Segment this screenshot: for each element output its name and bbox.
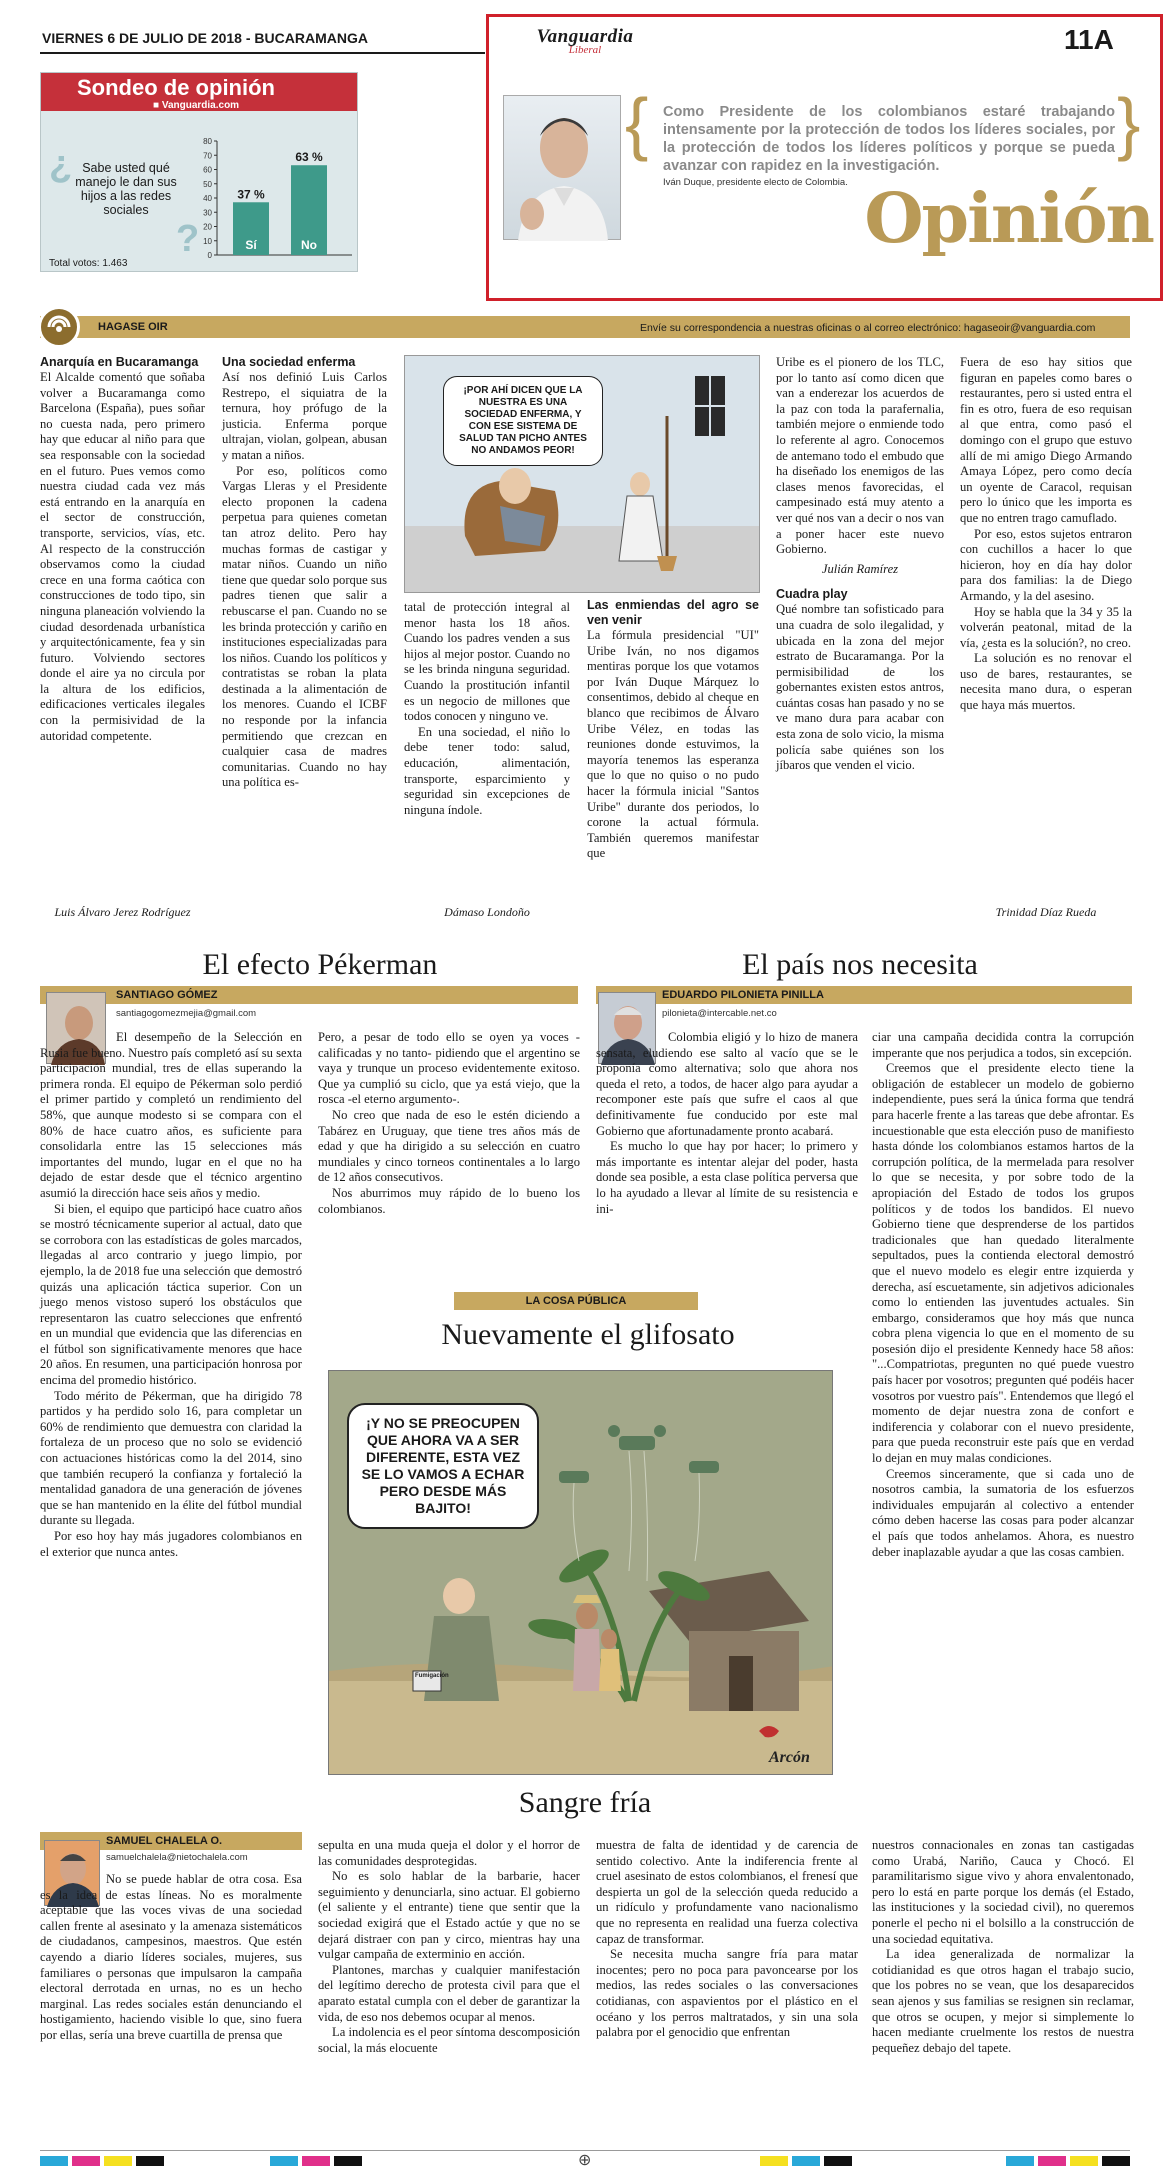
question-mark-icon-2: ? — [176, 218, 200, 260]
pekerman-column-1 — [40, 1030, 302, 1560]
left-brace-icon: { — [625, 84, 649, 162]
poll-title: Sondeo de opinión — [77, 75, 275, 100]
registration-black — [136, 2156, 164, 2166]
pais-column-2 — [872, 1030, 1134, 1560]
y-tick-label: 20 — [203, 222, 212, 232]
letter-paragraph: Fuera de eso hay sitios que figuran en papeles como bares o restaurantes, pero si usted entra el fin es otro, fuera de eso requisan al que entra, como pasó el domingo con el grupo que estuvo allí de mi amigo Diego Armando Amaya López, pero como decía un oyente de Caracol, requisan pero lo único que les importa es que no entren trago camuflado. — [960, 355, 1132, 525]
ear-icon — [41, 309, 77, 345]
author-email: pilonieta@intercable.net.co — [662, 1008, 777, 1019]
brand-name: Vanguardia — [536, 26, 634, 47]
bar-value-label: 63 % — [295, 150, 323, 165]
article-title-sangre-fria: Sangre fría — [518, 1786, 652, 1819]
hagase-oir-label: HAGASE OIR — [98, 321, 168, 333]
y-tick-label: 40 — [203, 194, 212, 203]
registration-cyan — [270, 2156, 298, 2166]
sangre-column-3 — [596, 1838, 858, 2041]
letter-sociedad-enferma — [222, 355, 387, 791]
registration-cyan — [1006, 2156, 1034, 2166]
article-paragraph: Por eso hoy hay más jugadores colombianos en el exterior que nunca antes. — [40, 1529, 302, 1559]
letter-paragraph: Uribe es el pionero de los TLC, por lo tanto así como dicen que van a enderezar los acuerdos de la paz con toda la parafernalia, también mejore o enmiende todo lo referente al agro. Conocemos de antemano todo el embudo que ha diseñado los enemigos de las clases menos favorecidas, el campesinado está muy atento a ver qué nos van a decir o nos van a poner hacer este nuevo Gobierno. — [776, 355, 944, 557]
registration-black — [1102, 2156, 1130, 2166]
article-paragraph: Se necesita mucha sangre fría para matar inocentes; pero no poca para pavoncearse por los medios, las redes sociales o las conversaciones cotidianas, con aspavientos por el plástico en el océano y los perros maltratados, y sin una sola palabra por el genocidio que enfrentan — [596, 1947, 858, 2040]
bar-category-label: No — [301, 238, 317, 252]
article-paragraph: El desempeño de la Selección en Rusia fue bueno. Nuestro país completó así su sexta participación mundial, tres de ellas superando la primera ronda. El equipo de Pékerman solo perdió el primer partido y completó un rendimiento del 58%, que aunque modesto si se compara con el 80% de hace cuatro años, es suficiente para consolidarla entre las 15 selecciones más importantes del mundo, lugar en el que no ha dejado de estar desde que el técnico argentino asumió la dirección hace seis años y medio. — [40, 1030, 302, 1200]
letter-signature: Dámaso Londoño — [444, 905, 530, 919]
y-tick-label: 50 — [203, 179, 212, 189]
pais-column-1 — [596, 1030, 858, 1217]
letter-paragraph: En una sociedad, el niño lo debe tener todo: salud, educación, alimentación, transporte, esparcimiento y seguridad sin excepciones de ninguna índole. — [404, 724, 570, 817]
letter-heading: Una sociedad enferma — [222, 355, 356, 369]
bar-value-label: 37 % — [237, 187, 265, 202]
letter-signature: Trinidad Díaz Rueda — [995, 905, 1097, 919]
registration-black — [824, 2156, 852, 2166]
poll-total-votes: Total votos: 1.463 — [49, 258, 128, 269]
letter-heading: Las enmiendas del agro se ven venir — [587, 598, 759, 627]
letter-paragraph: Por eso, estos sujetos entraron con cuchillos a hacer lo que hicieron, hoy en día hay dolor para dos familias: la de Diego Armando, y la del asesino. — [960, 526, 1132, 603]
article-paragraph: ciar una campaña decidida contra la corrupción imperante que nos perjudica a todos, sin excepción. — [872, 1030, 1134, 1060]
cartoon-speech-bubble: ¡Y NO SE PREOCUPEN QUE AHORA VA A SER DIFERENTE, ESTA VEZ SE LO VAMOS A ECHAR PERO DESDE MÁS BAJITO! — [347, 1403, 539, 1529]
article-paragraph: La idea generalizada de normalizar la cotidianidad es que otros hagan el trabajo sucio, que los pobres no se vean, que los desaparecidos sean ajenos y sus familias se resignen sin reclamar, que otros se ocupen, y mejor si simplemente lo hacen mediante cruelmente los restos de nuestra pequeñez debajo del tapete. — [872, 1947, 1134, 2055]
question-mark-icon: ¿ — [49, 143, 73, 185]
cartoon-sociedad-enferma — [404, 355, 760, 593]
sangre-column-1 — [40, 1872, 302, 2044]
letter-paragraph: tatal de protección integral al menor hasta los 18 años. Cuando los padres venden a sus hijos al mejor postor. Cuando no se les brinda ninguna seguridad. Cuando la prostitución infantil es un negocio de millones que todos conocen y ninguno ve. — [404, 600, 570, 724]
registration-crosshair-icon: ⊕ — [578, 2152, 592, 2169]
letter-cuadra-play-cont — [960, 355, 1132, 714]
article-paragraph: Todo mérito de Pékerman, que ha dirigido 78 partidos y ha perdido solo 16, para completar un 60% de rendimiento que demuestra con claridad la fortaleza de un proceso que no solo se evidenció con actuaciones históricas como la del 2014, sino que también recuperó la confianza y fortaleció la mentalidad ganadora de una generación de jóvenes que se han mantenido en la élite del fútbol mundial durante su llegada. — [40, 1388, 302, 1528]
y-tick-label: 60 — [203, 165, 212, 175]
letter-signature: Julián Ramírez — [821, 561, 899, 576]
hagase-oir-icon — [38, 306, 80, 348]
pekerman-column-2 — [318, 1030, 580, 1217]
sangre-column-4 — [872, 1838, 1134, 2056]
registration-yellow — [1070, 2156, 1098, 2166]
article-title-pais: El país nos necesita — [742, 948, 978, 981]
letter-heading: Anarquía en Bucaramanga — [40, 355, 199, 369]
y-tick-label: 30 — [203, 208, 212, 218]
author-name: SAMUEL CHALELA O. — [106, 1835, 223, 1847]
article-paragraph: Nos aburrimos muy rápido de lo bueno los colombianos. — [318, 1185, 580, 1216]
letter-paragraph: Qué nombre tan sofisticado para una cuadra de solo ilegalidad, y ubicada en la zona del mejor estrato de Bucaramanga. Por la permisibilidad de los gobernantes existen estos antros, cuántas cosas han pasado y no se ve mano dura para acabar con esta zona de solo vicio, la misma policía sabe quiénes son los jíbaros que venden el vicio. — [776, 602, 944, 773]
bar-category-label: Sí — [245, 238, 257, 252]
quote-text: Como Presidente de los colombianos estaré trabajando intensamente por la protección de todos los líderes sociales, por la protección de todos los líderes políticos y porque se pueda avanzar con rapidez en la investigación. — [663, 104, 1115, 174]
quote-attribution: Iván Duque, presidente electo de Colombia. — [663, 177, 848, 188]
registration-yellow — [104, 2156, 132, 2166]
registration-magenta — [1038, 2156, 1066, 2166]
registration-cyan — [792, 2156, 820, 2166]
letter-paragraph: El Alcalde comentó que soñaba volver a Bucaramanga como Barcelona (España), pues soñar no cuesta nada, pero primero hay que educar al niño para que sea responsable con la sociedad en el futuro. Pues vemos como nuestra ciudad cada vez más está entrando en la anarquía en el sector de construcción, transporte, servicios, vías, etc. Al respecto de la construcción observamos como la ciudad crece en una forma caótica con construcciones de todo tipo, sin ninguna planeación volviendo la ciudad desordenada urbanística y arquitectónicamente, fea y sin futuro. Volviendo sectores donde el aire ya no circula por la altura de los edificios, edificaciones verticales ilegales con la permisividad de la autoridad competente. — [40, 370, 205, 743]
poll-panel — [40, 72, 358, 272]
dateline: VIERNES 6 DE JULIO DE 2018 - BUCARAMANGA — [42, 30, 368, 46]
sangre-column-2 — [318, 1838, 580, 2056]
registration-cyan — [40, 2156, 68, 2166]
article-paragraph: Es mucho lo que hay por hacer; lo primero y más importante es intentar alejar del poder, hasta donde sea posible, a esta clase política perversa que lo ha ayudado a llevar al límite de su resistencia e ini- — [596, 1139, 858, 1216]
registration-yellow — [760, 2156, 788, 2166]
y-tick-label: 0 — [207, 251, 212, 260]
cartoon-artist-signature: Arcón — [769, 1749, 810, 1766]
article-paragraph: muestra de falta de identidad y de carencia de sentido colectivo. Ante la indiferencia frente al cruel asesinato de estos colombianos, el frenesí que despierta un gol de la selección queda reducido a un ridículo y profundamente vano nacionalismo que no representa en realidad una fuerza colectiva capaz de transformar. — [596, 1838, 858, 1946]
poll-source: ■ Vanguardia.com — [153, 100, 240, 111]
article-paragraph: sepulta en una muda queja el dolor y el horror de las comunidades desprotegidas. — [318, 1838, 580, 1868]
cartoon-title: Nuevamente el glifosato — [441, 1318, 735, 1351]
y-tick-label: 10 — [203, 236, 212, 246]
article-paragraph: nuestros connacionales en zonas tan castigadas como Urabá, Nariño, Cauca y Chocó. El paramilitarismo sigue vivo y ahora envalentonado, pero lo está en parte porque los demás (el Estado, las instituciones y la sociedad civil), no queremos ponerle el pecho ni el bolsillo a la construcción de una sociedad equitativa. — [872, 1838, 1134, 1946]
article-title-pekerman: El efecto Pékerman — [202, 948, 438, 981]
article-paragraph: Pero, a pesar de todo ello se oyen ya voces -calificadas y no tanto- pidiendo que el argentino se vaya y trunque un proceso evidentemente exitoso. Que ya cumplió su ciclo, que ya está viejo, que la rosca -el eterno argumento-. — [318, 1030, 580, 1107]
author-name: EDUARDO PILONIETA PINILLA — [662, 989, 824, 1001]
letter-paragraph: La fórmula presidencial "UI" Uribe Iván, no nos digamos mentiras porque los que votamos por Iván Duque Márquez lo consentimos, debido al cheque en blanco que recibimos de Álvaro Uribe Vélez, en todas las reuniones donde estuvimos, la mayoría tenemos las esperanza que lo que no quiso o no pudo hacer la fórmula inicial "Santos Uribe" durante dos periodos, lo corone la actual fórmula. También queremos manifestar que — [587, 628, 759, 861]
poll-question: Sabe usted qué manejo le dan sus hijos a las redes sociales — [75, 161, 177, 217]
poll-title-bar — [41, 73, 357, 111]
portrait-icon — [504, 96, 622, 241]
letter-agro-cuadra-play — [776, 355, 944, 774]
author-email: samuelchalela@nietochalela.com — [106, 1852, 248, 1863]
letter-enmiendas-agro — [587, 598, 759, 862]
poll-bar-chart — [191, 133, 356, 268]
cartoon-speech-bubble: ¡POR AHÍ DICEN QUE LA NUESTRA ES UNA SOCIEDAD ENFERMA, Y CON ESE SISTEMA DE SALUD TAN PICHO ANTES NO ANDAMOS PEOR! — [443, 376, 603, 466]
letter-paragraph: Así nos definió Luis Carlos Restrepo, el siquiatra de la ternura, hoy prófugo de la justicia. Enferma porque ultrajan, violan, golpean, abusan y matan a niños. — [222, 370, 387, 462]
registration-black — [334, 2156, 362, 2166]
article-paragraph: No se puede hablar de otra cosa. Esa es la idea de estas líneas. No es moralmente aceptable que las voces vivas de una sociedad callen frente al asesinato y la amenaza sistemáticos de ciudadanos, campesinos, maestros. Que estén cayendo a diario líderes sociales, mujeres, sus familiares o personas que impulsaron la campaña electoral derrotada en urnas, no es un hecho marginal. Las redes sociales están denunciando el hostigamiento, haciendo visible lo que, sino fuera por ellas, sería una breve cuartilla de prensa que — [40, 1872, 302, 2042]
letter-sociedad-enferma-cont — [404, 600, 570, 818]
cosa-publica-label: LA COSA PÚBLICA — [525, 1295, 627, 1307]
letter-paragraph: Hoy se habla que la 34 y 35 la volverán peatonal, mitad de la vía, ¿esta es la solución?, no creo. — [960, 604, 1132, 650]
article-paragraph: Creemos que el presidente electo tiene la obligación de establecer un modelo de gobierno independiente, pues será la única forma que tendrá para hacerle frente a las tareas que debe afrontar. Es incuestionable que esta elección puso de manifiesto hasta dónde los colombianos estamos hartos de la corrupción política, de la mermelada para resolver lo que se necesita, y por sobre todo de la apropiación del Estado de todos los grupos políticos y de todos los bandidos. El nuevo Gobierno tiene que desprenderse de los partidos tradicionales que han quedado literalmente sepultados, pues la contienda electoral demostró que el nuevo modelo es elegir entre izquierda y derecha, así escuetamente, sin adjetivos adicionales como lo entienden las juventudes actuales. Sin embargo, consideramos que hoy más que nunca cobra plena vigencia lo que en el momento de su posesión dijo el presidente Kennedy hace 58 años: "...Compatriotas, pregunten no qué puede vuestro país hacer por vosotros; pregunten qué podéis hacer vosotros por vuestro país". Entendemos que llegó el momento de dejar nuestra zona de confort e indiferencia y colaborar con el nuevo presidente, para que pueda reconstruir este país que en verdad lo dejan en muy malas condiciones. — [872, 1061, 1134, 1466]
registration-magenta — [72, 2156, 100, 2166]
author-email: santiagogomezmejia@gmail.com — [116, 1008, 257, 1019]
article-paragraph: No es solo hablar de la barbarie, hacer seguimiento y denunciarla, sino actuar. El gobierno (el saliente y el entrante) tiene que sentir que la sociedad exigirá que el Estado actúe y que no se dejará distraer con pan y circo, mientras hay una vulgar campaña de exterminio en acción. — [318, 1869, 580, 1962]
letter-paragraph: Por eso, políticos como Vargas Lleras y el Presidente electo proponen la cadena perpetua para quienes cometan tan atroz delito. Pero hay muchas formas de castigar y matar niños. Cuando un niño tiene que quedar solo porque sus padres tienen que salir a rebuscarse el pan. Cuando no se les brinda protección y cariño en instituciones especializadas para los niños. Cuando los políticos y contratistas se roban la plata destinada a la alimentación de los menores. Cuando el ICBF no responde por la infancia permitiendo que crezcan en cualquier casa de madres comunitarias. Cuando no hay una política es- — [222, 463, 387, 790]
letter-paragraph: La solución es no renovar el uso de bares, restaurantes, se necesita mano dura, o esperan que haya más muertos. — [960, 651, 1132, 713]
letter-anarquia — [40, 355, 205, 744]
header-rule — [40, 52, 485, 54]
y-tick-label: 80 — [203, 137, 212, 146]
right-brace-icon: } — [1117, 84, 1141, 162]
article-paragraph: No creo que nada de eso le estén diciendo a Tabárez en Uruguay, que tiene tres años más de edad y que ha dirigido a su selección en cuatro mundiales y cinco torneos continentales a lo largo de 12 años consecutivos. — [318, 1107, 580, 1185]
duque-photo — [503, 95, 621, 240]
registration-magenta — [302, 2156, 330, 2166]
y-tick-label: 70 — [203, 151, 212, 161]
section-title: Opinión — [864, 179, 1153, 259]
cartoon-glifosato — [328, 1370, 833, 1775]
author-name: SANTIAGO GÓMEZ — [116, 989, 218, 1001]
letter-heading: Cuadra play — [776, 587, 848, 602]
page-number: 11A — [1064, 24, 1114, 55]
article-paragraph: La indolencia es el peor síntoma descomposición social, la más elocuente — [318, 2025, 580, 2055]
letter-signature: Luis Álvaro Jerez Rodríguez — [54, 905, 191, 919]
article-paragraph: Creemos sinceramente, que si cada uno de nosotros cambia, la sumatoria de los esfuerzos individuales empujarán al colectivo a entender cómo deben hacerse las cosas para poder alcanzar el país que todos anhelamos. Ahora, es nuestro deber inaplazable ayudar a que las cosas cambien. — [872, 1466, 1134, 1559]
cartoon-sign: Fumigación — [415, 1673, 449, 1679]
article-paragraph: Colombia eligió y lo hizo de manera sensata, eludiendo ese salto al vacío que se le proponía como alternativa; solo que ahora nos queda el reto, a todos, de hacer algo para ayudar a recomponer este país que sufre el caos al que definitivamente fue conducido por este mal Gobierno que afortunadamente pronto acabará. — [596, 1030, 858, 1138]
article-paragraph: Plantones, marchas y cualquier manifestación del legítimo derecho de protesta civil para que el aparato estatal cumpla con el deber de garantizar la vida, de eso nos debemos ocupar al menos. — [318, 1962, 580, 2024]
brand-sub: Liberal — [568, 44, 602, 56]
quote-highlight-box — [486, 14, 1163, 301]
hagase-oir-contact: Envíe su correspondencia a nuestras oficinas o al correo electrónico: hagaseoir@vanguardia.com — [640, 322, 1096, 334]
article-paragraph: Si bien, el equipo que participó hace cuatro años se mostró técnicamente superior al actual, dato que se corrobora con las estadísticas de goles marcados, llegadas al arco contrario y juego limpio, por ejemplo, la de 2018 fue una selección que demostró quizás una aplicación táctica superior. Con un juego menos vistoso superó los obstáculos que representaron las cuatro selecciones que enfrentó en un mundial que evidencia que las diferencias en el fútbol son significativamente menores que hace 20 años. En resumen, una participación honrosa por encima del promedio histórico. — [40, 1201, 302, 1388]
